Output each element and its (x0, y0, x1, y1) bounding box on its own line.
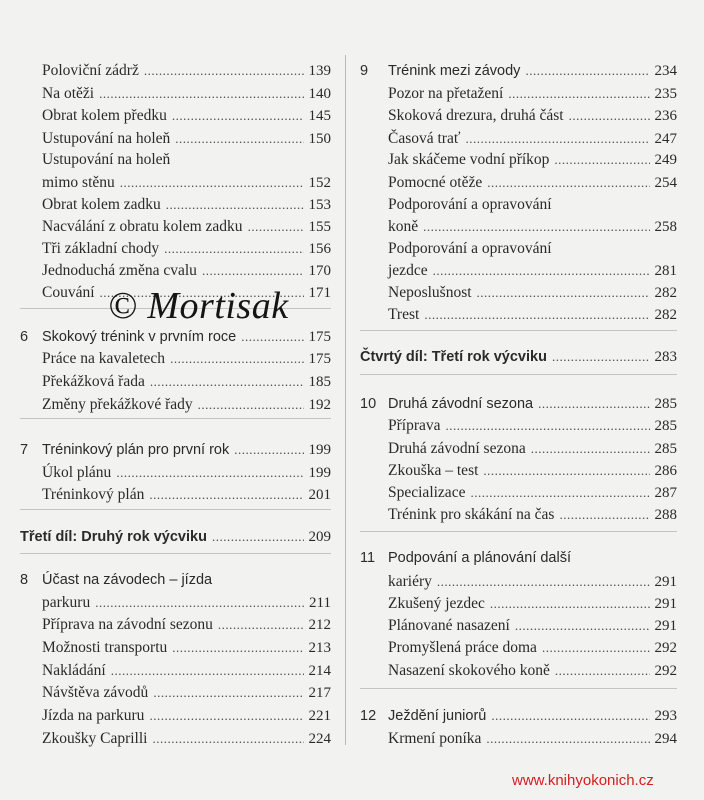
page-number: 292 (654, 663, 677, 679)
page-number: 288 (654, 507, 677, 523)
entry-title: Krmení poníka (388, 730, 482, 747)
page-number: 247 (654, 131, 677, 147)
page-number: 249 (654, 152, 677, 168)
dot-leader (120, 171, 304, 195)
dot-leader (552, 345, 650, 369)
toc-entry (0, 591, 345, 615)
toc-chapter-entry (345, 704, 704, 728)
entry-title: jezdce (388, 262, 428, 279)
page-number: 235 (654, 86, 677, 102)
page-number: 156 (308, 241, 331, 257)
toc-entry (0, 259, 345, 283)
entry-title: kariéry (388, 573, 432, 590)
entry-title: Úkol plánu (42, 464, 112, 481)
dot-leader (477, 281, 650, 305)
entry-title: Jednoduchá změna cvalu (42, 262, 197, 279)
dot-leader (515, 614, 650, 638)
toc-entry (345, 503, 704, 527)
entry-title: Změny překážkové řady (42, 396, 193, 413)
dot-leader (170, 347, 303, 371)
entry-title: Tréninkový plán (42, 486, 145, 503)
toc-entry (0, 704, 345, 728)
entry-title: Druhá závodní sezona (388, 440, 526, 457)
dot-leader (172, 104, 304, 128)
dot-leader (212, 525, 304, 549)
toc-entry (0, 171, 345, 195)
page-number: 213 (308, 640, 331, 656)
toc-entry (345, 727, 704, 751)
page-number: 258 (654, 219, 677, 235)
toc-entry (345, 437, 704, 461)
entry-title: Specializace (388, 484, 466, 501)
entry-title: Tři základní chody (42, 240, 160, 257)
toc-entry (0, 193, 345, 217)
entry-title: Zkouška – test (388, 462, 479, 479)
dot-leader (198, 393, 304, 417)
dot-leader (437, 570, 650, 594)
page-number: 152 (308, 175, 331, 191)
toc-entry (345, 414, 704, 438)
toc-entry (345, 215, 704, 239)
entry-title: Čtvrtý díl: Třetí rok výcviku (360, 349, 547, 365)
toc-entry (345, 659, 704, 683)
toc-entry (0, 681, 345, 705)
entry-title: Plánované nasazení (388, 617, 510, 634)
toc-entry (345, 259, 704, 283)
toc-entry (0, 347, 345, 371)
dot-leader (202, 259, 304, 283)
entry-title: mimo stěnu (42, 174, 115, 191)
toc-entry (0, 59, 345, 83)
page-number: 291 (654, 618, 677, 634)
toc-entry (345, 281, 704, 305)
entry-title: Obrat kolem předku (42, 107, 167, 124)
section-rule (360, 330, 677, 331)
toc-entry (345, 636, 704, 660)
section-rule (360, 374, 677, 375)
toc-entry (0, 659, 345, 683)
chapter-number: 11 (360, 550, 376, 566)
page-number: 192 (308, 397, 331, 413)
page-number: 236 (654, 108, 677, 124)
toc-chapter-entry (0, 325, 345, 349)
entry-title: Poloviční zádrž (42, 62, 139, 79)
page-number: 211 (309, 595, 331, 611)
dot-leader (491, 704, 649, 728)
page-number: 282 (654, 285, 677, 301)
entry-title: Účast na závodech – jízda (42, 572, 213, 588)
chapter-number: 12 (360, 708, 377, 724)
dot-leader (241, 325, 303, 349)
entry-title: Obrat kolem zadku (42, 196, 161, 213)
dot-leader (559, 503, 649, 527)
entry-title: Návštěva závodů (42, 684, 149, 701)
toc-chapter-entry (345, 59, 704, 83)
page-number: 175 (308, 351, 331, 367)
entry-title: Podporování a opravování (388, 240, 552, 257)
page-number: 221 (308, 708, 331, 724)
toc-entry (0, 215, 345, 239)
dot-leader (234, 438, 303, 462)
toc-chapter-entry (0, 568, 345, 592)
entry-title: Promyšlená práce doma (388, 639, 537, 656)
entry-title: Trénink pro skákání na čas (388, 506, 555, 523)
entry-title: Nacválání z obratu kolem zadku (42, 218, 243, 235)
dot-leader (486, 727, 649, 751)
dot-leader (218, 613, 304, 637)
entry-title: koně (388, 218, 419, 235)
page-number: 281 (654, 263, 677, 279)
dot-leader (166, 193, 304, 217)
dot-leader (525, 59, 649, 83)
entry-title: Nasazení skokového koně (388, 662, 550, 679)
toc-entry (0, 370, 345, 394)
site-link[interactable]: www.knihyokonich.cz (512, 772, 654, 789)
toc-entry (0, 461, 345, 485)
page-number: 212 (308, 617, 331, 633)
chapter-number: 9 (360, 63, 369, 79)
section-rule (20, 509, 331, 510)
toc-entry (0, 148, 345, 172)
toc-chapter-entry (0, 438, 345, 462)
section-rule (20, 553, 331, 554)
entry-title: Pomocné otěže (388, 174, 483, 191)
dot-leader (111, 659, 304, 683)
dot-leader (172, 636, 303, 660)
dot-leader (152, 727, 303, 751)
entry-title: Zkoušky Caprilli (42, 730, 148, 747)
page-number: 283 (654, 349, 677, 365)
dot-leader (149, 704, 303, 728)
entry-title: Trest (388, 306, 420, 323)
dot-leader (446, 414, 650, 438)
dot-leader (542, 636, 650, 660)
dot-leader (433, 259, 650, 283)
page-number: 293 (654, 708, 677, 724)
page-number: 287 (654, 485, 677, 501)
chapter-number: 7 (20, 442, 29, 458)
page-number: 140 (308, 86, 331, 102)
entry-title: Skoková drezura, druhá část (388, 107, 564, 124)
page-number: 285 (654, 418, 677, 434)
section-rule (360, 688, 677, 689)
page-number: 209 (308, 529, 331, 545)
dot-leader (116, 461, 303, 485)
entry-title: Práce na kavaletech (42, 350, 166, 367)
page-number: 175 (308, 329, 331, 345)
watermark-text: © Mortisak (108, 285, 289, 327)
dot-leader (424, 303, 649, 327)
entry-title: Příprava na závodní sezonu (42, 616, 213, 633)
dot-leader (99, 82, 303, 106)
page-number: 254 (654, 175, 677, 191)
toc-entry (345, 592, 704, 616)
chapter-number: 6 (20, 329, 29, 345)
dot-leader (144, 59, 304, 83)
toc-entry (345, 303, 704, 327)
dot-leader (508, 82, 649, 106)
entry-title: Časová trať (388, 130, 461, 147)
entry-title: Skokový trénink v prvním roce (42, 329, 237, 345)
dot-leader (423, 215, 649, 239)
entry-title: Možnosti transportu (42, 639, 168, 656)
section-rule (20, 418, 331, 419)
toc-chapter-entry (345, 546, 704, 570)
toc-entry (0, 237, 345, 261)
page-number: 199 (308, 442, 331, 458)
entry-title: Trénink mezi závody (388, 63, 521, 79)
entry-title: Druhá závodní sezona (388, 396, 534, 412)
page-number: 285 (654, 396, 677, 412)
page-number: 291 (654, 574, 677, 590)
page-number: 153 (308, 197, 331, 213)
toc-entry (345, 148, 704, 172)
dot-leader (153, 681, 303, 705)
page-number: 294 (654, 731, 677, 747)
entry-title: Neposlušnost (388, 284, 472, 301)
toc-entry (0, 613, 345, 637)
entry-title: parkuru (42, 594, 91, 611)
toc-entry (345, 193, 704, 217)
page-number: 224 (308, 731, 331, 747)
entry-title: Jízda na parkuru (42, 707, 145, 724)
dot-leader (490, 592, 650, 616)
page-number: 185 (308, 374, 331, 390)
toc-entry (0, 727, 345, 751)
dot-leader (531, 437, 650, 461)
page-number: 214 (308, 663, 331, 679)
dot-leader (538, 392, 649, 416)
dot-leader (554, 148, 649, 172)
toc-entry (345, 459, 704, 483)
dot-leader (248, 215, 304, 239)
dot-leader (569, 104, 650, 128)
toc-entry (0, 82, 345, 106)
entry-title: Zkušený jezdec (388, 595, 485, 612)
page-number: 199 (308, 465, 331, 481)
chapter-number: 10 (360, 396, 377, 412)
entry-title: Jak skáčeme vodní příkop (388, 151, 550, 168)
page-number: 171 (308, 285, 331, 301)
entry-title: Ustupování na holeň (42, 151, 171, 168)
entry-title: Tréninkový plán pro první rok (42, 442, 230, 458)
dot-leader (95, 591, 304, 615)
section-rule (360, 531, 677, 532)
entry-title: Pozor na přetažení (388, 85, 504, 102)
dot-leader (470, 481, 649, 505)
toc-entry (345, 82, 704, 106)
toc-part-heading (345, 345, 704, 369)
dot-leader (150, 370, 304, 394)
entry-title: Podpování a plánování další (388, 550, 571, 566)
entry-title: Podporování a opravování (388, 196, 552, 213)
page-number: 286 (654, 463, 677, 479)
entry-title: Překážková řada (42, 373, 145, 390)
toc-entry (345, 614, 704, 638)
toc-entry (0, 393, 345, 417)
toc-chapter-entry (345, 392, 704, 416)
toc-entry (0, 104, 345, 128)
toc-entry (345, 104, 704, 128)
chapter-number: 8 (20, 572, 29, 588)
dot-leader (483, 459, 649, 483)
entry-title: Příprava (388, 417, 441, 434)
dot-leader (555, 659, 650, 683)
toc-entry (0, 483, 345, 507)
page-number: 155 (308, 219, 331, 235)
page-number: 145 (308, 108, 331, 124)
page-number: 292 (654, 640, 677, 656)
toc-entry (345, 171, 704, 195)
toc-entry (345, 570, 704, 594)
entry-title: Ježdění juniorů (388, 708, 487, 724)
entry-title: Třetí díl: Druhý rok výcviku (20, 529, 207, 545)
toc-part-heading (0, 525, 345, 549)
page-number: 291 (654, 596, 677, 612)
page-number: 201 (308, 487, 331, 503)
toc-entry (345, 237, 704, 261)
page-number: 234 (654, 63, 677, 79)
page-number: 285 (654, 441, 677, 457)
entry-title: Nakládání (42, 662, 106, 679)
page-number: 282 (654, 307, 677, 323)
entry-title: Na otěži (42, 85, 95, 102)
page-number: 139 (308, 63, 331, 79)
page-number: 150 (308, 131, 331, 147)
dot-leader (487, 171, 649, 195)
page-number: 217 (308, 685, 331, 701)
toc-entry (345, 481, 704, 505)
dot-leader (164, 237, 303, 261)
dot-leader (149, 483, 303, 507)
entry-title: Ustupování na holeň (42, 130, 171, 147)
toc-entry (0, 636, 345, 660)
entry-title: Couvání (42, 284, 95, 301)
page-number: 170 (308, 263, 331, 279)
